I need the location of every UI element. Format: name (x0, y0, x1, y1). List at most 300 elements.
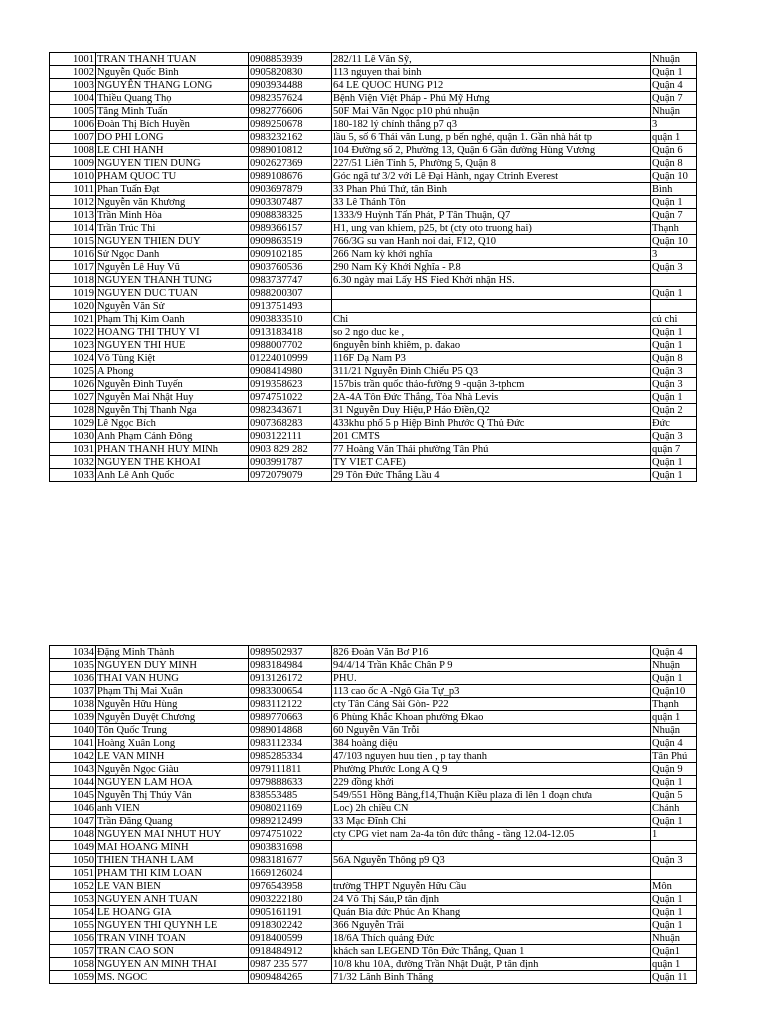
customer-name-cell: MS. NGOC (96, 971, 249, 984)
address-cell: 64 LE QUOC HUNG P12 (332, 79, 651, 92)
phone-cell: 0974751022 (249, 391, 332, 404)
record-number-cell: 1005 (50, 105, 96, 118)
district-cell: Quận 3 (651, 365, 697, 378)
record-number-cell: 1058 (50, 958, 96, 971)
customer-name-cell: Võ Tùng Kiệt (96, 352, 249, 365)
address-cell: 113 cao ốc A -Ngô Gia Tự_p3 (332, 685, 651, 698)
district-cell: Quận 3 (651, 261, 697, 274)
table-row (50, 209, 697, 222)
record-number-cell: 1050 (50, 854, 96, 867)
table-row (50, 66, 697, 79)
phone-cell: 0905820830 (249, 66, 332, 79)
district-cell: Quận 1 (651, 893, 697, 906)
customer-name-cell: Thiều Quang Thọ (96, 92, 249, 105)
table-row (50, 183, 697, 196)
table-row (50, 313, 697, 326)
phone-cell: 0983181677 (249, 854, 332, 867)
table-row (50, 685, 697, 698)
district-cell: 3 (651, 118, 697, 131)
district-cell (651, 274, 697, 287)
record-number-cell: 1027 (50, 391, 96, 404)
record-number-cell: 1016 (50, 248, 96, 261)
customer-name-cell: THIEN THANH LAM (96, 854, 249, 867)
record-number-cell: 1057 (50, 945, 96, 958)
district-cell: Quận 1 (651, 906, 697, 919)
phone-cell: 0903991787 (249, 456, 332, 469)
table-row (50, 105, 697, 118)
district-cell: 1 (651, 828, 697, 841)
table-row (50, 417, 697, 430)
table-row (50, 828, 697, 841)
customer-name-cell: Trần Trúc Thi (96, 222, 249, 235)
customer-name-cell: NGUYEN THI QUYNH LE (96, 919, 249, 932)
district-cell: quận 1 (651, 131, 697, 144)
customer-name-cell: DO PHI LONG (96, 131, 249, 144)
table-row (50, 737, 697, 750)
address-cell: 113 nguyen thai binh (332, 66, 651, 79)
table-row (50, 92, 697, 105)
address-cell: 6.30 ngày mai Lấy HS Fied Khởi nhận HS. (332, 274, 651, 287)
record-number-cell: 1042 (50, 750, 96, 763)
customer-name-cell: NGUYEN TIEN DUNG (96, 157, 249, 170)
record-number-cell: 1028 (50, 404, 96, 417)
record-number-cell: 1030 (50, 430, 96, 443)
address-cell: H1, ung van khiem, p25, bt (cty oto truong hai) (332, 222, 651, 235)
address-cell: 6 Phùng Khắc Khoan phường Đkao (332, 711, 651, 724)
record-number-cell: 1008 (50, 144, 96, 157)
district-cell: Nhuận (651, 659, 697, 672)
phone-cell: 0913183418 (249, 326, 332, 339)
record-number-cell: 1056 (50, 932, 96, 945)
district-cell: quận 1 (651, 958, 697, 971)
record-number-cell: 1011 (50, 183, 96, 196)
customer-name-cell: NGUYEN THANH TUNG (96, 274, 249, 287)
record-number-cell: 1032 (50, 456, 96, 469)
phone-cell: 0976543958 (249, 880, 332, 893)
record-number-cell: 1001 (50, 53, 96, 66)
customer-name-cell: LE VAN BIEN (96, 880, 249, 893)
district-cell: Nhuận (651, 724, 697, 737)
phone-cell: 0983112122 (249, 698, 332, 711)
record-number-cell: 1039 (50, 711, 96, 724)
address-cell: 33 Phan Phú Thứ, tân Bình (332, 183, 651, 196)
customer-name-cell: NGUYEN LAM HOA (96, 776, 249, 789)
district-cell: Quận 6 (651, 144, 697, 157)
table-row (50, 659, 697, 672)
phone-cell: 0902627369 (249, 157, 332, 170)
table-row (50, 672, 697, 685)
record-number-cell: 1004 (50, 92, 96, 105)
address-cell: Bệnh Viện Việt Pháp - Phú Mỹ Hưng (332, 92, 651, 105)
table-row (50, 118, 697, 131)
customer-name-cell: Nguyễn Quốc Bình (96, 66, 249, 79)
customer-name-cell: Sử Ngọc Danh (96, 248, 249, 261)
address-cell: 116F Dạ Nam P3 (332, 352, 651, 365)
customer-name-cell: LE VAN MINH (96, 750, 249, 763)
district-cell: Thạnh (651, 698, 697, 711)
district-cell: Quận 5 (651, 789, 697, 802)
customer-name-cell: Anh Phạm Cảnh Đông (96, 430, 249, 443)
district-cell: Quận 1 (651, 287, 697, 300)
record-number-cell: 1006 (50, 118, 96, 131)
record-number-cell: 1055 (50, 919, 96, 932)
customer-name-cell: THAI VAN HUNG (96, 672, 249, 685)
record-number-cell: 1053 (50, 893, 96, 906)
table-row (50, 53, 697, 66)
address-cell: 94/4/14 Trần Khắc Chân P 9 (332, 659, 651, 672)
phone-cell: 0903 829 282 (249, 443, 332, 456)
record-number-cell: 1018 (50, 274, 96, 287)
table-row (50, 932, 697, 945)
address-cell: 60 Nguyễn Văn Trỗi (332, 724, 651, 737)
customer-name-cell: Phạm Thị Kim Oanh (96, 313, 249, 326)
table-row (50, 339, 697, 352)
phone-cell: 0979888633 (249, 776, 332, 789)
phone-cell: 0983112334 (249, 737, 332, 750)
table-row (50, 893, 697, 906)
address-cell: 24 Võ Thị Sáu,P tân định (332, 893, 651, 906)
record-number-cell: 1022 (50, 326, 96, 339)
customer-name-cell: Trần Minh Hòa (96, 209, 249, 222)
table-row (50, 841, 697, 854)
record-number-cell: 1019 (50, 287, 96, 300)
phone-cell: 0983300654 (249, 685, 332, 698)
record-number-cell: 1015 (50, 235, 96, 248)
phone-cell: 0989014868 (249, 724, 332, 737)
record-number-cell: 1026 (50, 378, 96, 391)
phone-cell: 0988007702 (249, 339, 332, 352)
address-cell: 6nguyễn bỉnh khiêm, p. đakao (332, 339, 651, 352)
phone-cell: 0908853939 (249, 53, 332, 66)
district-cell: Quận 8 (651, 352, 697, 365)
record-number-cell: 1014 (50, 222, 96, 235)
table-row (50, 378, 697, 391)
district-cell: Quận 1 (651, 776, 697, 789)
customer-name-cell: Nguyễn Thị Thúy Vân (96, 789, 249, 802)
record-number-cell: 1041 (50, 737, 96, 750)
table-row (50, 352, 697, 365)
table-row (50, 763, 697, 776)
customer-name-cell: TRAN VINH TOAN (96, 932, 249, 945)
district-cell: Quận 3 (651, 430, 697, 443)
record-number-cell: 1051 (50, 867, 96, 880)
table-row (50, 157, 697, 170)
phone-cell: 0903122111 (249, 430, 332, 443)
record-number-cell: 1038 (50, 698, 96, 711)
district-cell: Quận 1 (651, 469, 697, 482)
record-number-cell: 1025 (50, 365, 96, 378)
phone-cell: 0903222180 (249, 893, 332, 906)
customer-name-cell: A Phong (96, 365, 249, 378)
address-cell: lầu 5, số 6 Thái văn Lung, p bến nghé, quận 1. Gần nhà hát tp (332, 131, 651, 144)
customer-name-cell: NGUYEN ANH TUAN (96, 893, 249, 906)
phone-cell: 0913751493 (249, 300, 332, 313)
phone-cell: 0972079079 (249, 469, 332, 482)
address-cell: Phường Phước Long A Q 9 (332, 763, 651, 776)
district-cell: Quận 7 (651, 209, 697, 222)
district-cell: Quận 8 (651, 157, 697, 170)
district-cell: Chánh (651, 802, 697, 815)
customer-name-cell: Phạm Thị Mai Xuân (96, 685, 249, 698)
district-cell (651, 867, 697, 880)
phone-cell: 0982357624 (249, 92, 332, 105)
record-number-cell: 1010 (50, 170, 96, 183)
record-number-cell: 1003 (50, 79, 96, 92)
record-number-cell: 1052 (50, 880, 96, 893)
district-cell: Quận 3 (651, 854, 697, 867)
address-cell: 157bis trần quốc thảo-fường 9 -quận 3-tphcm (332, 378, 651, 391)
phone-cell: 0982343671 (249, 404, 332, 417)
customer-name-cell: NGUYEN THIEN DUY (96, 235, 249, 248)
phone-cell: 0988200307 (249, 287, 332, 300)
customer-name-cell: TRAN CAO SON (96, 945, 249, 958)
phone-cell: 0983232162 (249, 131, 332, 144)
customer-name-cell: Trần Đăng Quang (96, 815, 249, 828)
customer-name-cell: LE HOANG GIA (96, 906, 249, 919)
record-number-cell: 1033 (50, 469, 96, 482)
phone-cell: 0985285334 (249, 750, 332, 763)
address-cell (332, 867, 651, 880)
customer-name-cell: PHAM THI KIM LOAN (96, 867, 249, 880)
district-cell: Bình (651, 183, 697, 196)
phone-cell: 0907368283 (249, 417, 332, 430)
address-cell: 71/32 Lãnh Binh Thăng (332, 971, 651, 984)
phone-cell: 0905161191 (249, 906, 332, 919)
record-number-cell: 1044 (50, 776, 96, 789)
address-cell: 826 Đoàn Văn Bơ P16 (332, 646, 651, 659)
district-cell: Quận1 (651, 945, 697, 958)
address-cell: 282/11 Lê Văn Sỹ, (332, 53, 651, 66)
phone-cell: 0974751022 (249, 828, 332, 841)
district-cell: Quận 1 (651, 919, 697, 932)
address-cell: 266 Nam kỳ khởi nghĩa (332, 248, 651, 261)
customer-name-cell: Nguyễn Văn Sử (96, 300, 249, 313)
district-cell: Nhuận (651, 105, 697, 118)
address-cell: 433khu phố 5 p Hiệp Bình Phước Q Thủ Đức (332, 417, 651, 430)
phone-cell: 0908838325 (249, 209, 332, 222)
table-row (50, 646, 697, 659)
district-cell: Quận 7 (651, 92, 697, 105)
phone-cell: 1669126024 (249, 867, 332, 880)
address-cell: 549/551 Hồng Bàng,f14,Thuận Kiều plaza đi lên 1 đoạn chưa (332, 789, 651, 802)
address-cell: Chi (332, 313, 651, 326)
district-cell: Quận 4 (651, 79, 697, 92)
record-number-cell: 1043 (50, 763, 96, 776)
district-cell: Đức (651, 417, 697, 430)
customer-name-cell: NGUYEN DUY MINH (96, 659, 249, 672)
customer-name-cell: Nguyễn Duyệt Chương (96, 711, 249, 724)
district-cell: Quận 1 (651, 815, 697, 828)
table-row (50, 79, 697, 92)
record-number-cell: 1059 (50, 971, 96, 984)
phone-cell: 0989250678 (249, 118, 332, 131)
contact-table-1 (49, 52, 697, 482)
phone-cell: 0989108676 (249, 170, 332, 183)
address-cell: Loc) 2h chiều CN (332, 802, 651, 815)
address-cell: TY VIET CAFE) (332, 456, 651, 469)
address-cell: 56A Nguyễn Thông p9 Q3 (332, 854, 651, 867)
district-cell: 3 (651, 248, 697, 261)
table-row (50, 789, 697, 802)
district-cell: củ chi (651, 313, 697, 326)
customer-name-cell: Hoàng Xuân Long (96, 737, 249, 750)
district-cell: Quận 1 (651, 672, 697, 685)
customer-name-cell: HOANG THI THUY VI (96, 326, 249, 339)
address-cell: 29 Tôn Đức Thắng Lầu 4 (332, 469, 651, 482)
customer-name-cell: MAI HOANG MINH (96, 841, 249, 854)
table-row (50, 300, 697, 313)
table-row (50, 274, 697, 287)
customer-name-cell: Nguyễn Mai Nhật Huy (96, 391, 249, 404)
record-number-cell: 1049 (50, 841, 96, 854)
phone-cell: 0989770663 (249, 711, 332, 724)
record-number-cell: 1029 (50, 417, 96, 430)
phone-cell: 0989212499 (249, 815, 332, 828)
customer-name-cell: PHAM QUOC TU (96, 170, 249, 183)
table-row (50, 880, 697, 893)
record-number-cell: 1036 (50, 672, 96, 685)
address-cell: 180-182 lý chính thắng p7 q3 (332, 118, 651, 131)
address-cell: 31 Nguyễn Duy Hiệu,P Hảo Điền,Q2 (332, 404, 651, 417)
customer-name-cell: Đoàn Thị Bích Huyền (96, 118, 249, 131)
record-number-cell: 1012 (50, 196, 96, 209)
customer-name-cell: Nguyễn Ngọc Giàu (96, 763, 249, 776)
customer-name-cell: NGUYEN DUC TUAN (96, 287, 249, 300)
district-cell: Quận10 (651, 685, 697, 698)
table-row (50, 391, 697, 404)
phone-cell: 0903307487 (249, 196, 332, 209)
district-cell (651, 300, 697, 313)
district-cell: Quận 1 (651, 196, 697, 209)
address-cell: 366 Nguyễn Trãi (332, 919, 651, 932)
address-cell: 229 đồng khởi (332, 776, 651, 789)
table-row (50, 776, 697, 789)
customer-name-cell: Đặng Minh Thành (96, 646, 249, 659)
phone-cell: 0908414980 (249, 365, 332, 378)
address-cell: 1333/9 Huỳnh Tấn Phát, P Tân Thuận, Q7 (332, 209, 651, 222)
table-row (50, 248, 697, 261)
customer-name-cell: Anh Lê Anh Quốc (96, 469, 249, 482)
phone-cell: 0909863519 (249, 235, 332, 248)
record-number-cell: 1047 (50, 815, 96, 828)
table-row (50, 469, 697, 482)
table-row (50, 326, 697, 339)
table-row (50, 196, 697, 209)
phone-cell: 0908021169 (249, 802, 332, 815)
address-cell: 33 Lê Thánh Tôn (332, 196, 651, 209)
customer-name-cell: Nguyễn Hữu Hùng (96, 698, 249, 711)
table-row (50, 698, 697, 711)
customer-name-cell: NGUYEN THI HUE (96, 339, 249, 352)
phone-cell: 0989010812 (249, 144, 332, 157)
address-cell: 10/8 khu 10A, đường Trần Nhật Duật, P tân định (332, 958, 651, 971)
address-cell (332, 287, 651, 300)
address-cell: PHU. (332, 672, 651, 685)
phone-cell: 0918302242 (249, 919, 332, 932)
address-cell: 227/51 Liên Tỉnh 5, Phường 5, Quận 8 (332, 157, 651, 170)
district-cell: Quận 2 (651, 404, 697, 417)
customer-name-cell: NGUYEN THE KHOAI (96, 456, 249, 469)
phone-cell: 0909484265 (249, 971, 332, 984)
address-cell (332, 841, 651, 854)
table-row (50, 170, 697, 183)
table-row (50, 235, 697, 248)
district-cell: Quận 10 (651, 170, 697, 183)
table-row (50, 430, 697, 443)
address-cell (332, 300, 651, 313)
record-number-cell: 1023 (50, 339, 96, 352)
customer-name-cell: Nguyễn Lê Huy Vũ (96, 261, 249, 274)
table-row (50, 365, 697, 378)
district-cell (651, 841, 697, 854)
phone-cell: 0918400599 (249, 932, 332, 945)
address-cell: 766/3G su van Hanh noi dai, F12, Q10 (332, 235, 651, 248)
phone-cell: 0903697879 (249, 183, 332, 196)
table-row (50, 144, 697, 157)
record-number-cell: 1048 (50, 828, 96, 841)
address-cell: 77 Hoàng Văn Thái phường Tân Phú (332, 443, 651, 456)
record-number-cell: 1013 (50, 209, 96, 222)
phone-cell: 0989502937 (249, 646, 332, 659)
record-number-cell: 1035 (50, 659, 96, 672)
customer-name-cell: NGUYEN MAI NHUT HUY (96, 828, 249, 841)
phone-cell: 0919358623 (249, 378, 332, 391)
district-cell: Quận 1 (651, 339, 697, 352)
table-row (50, 131, 697, 144)
address-cell: cty Tân Cảng Sài Gòn- P22 (332, 698, 651, 711)
phone-cell: 0918484912 (249, 945, 332, 958)
address-cell: 33 Mạc Đĩnh Chi (332, 815, 651, 828)
record-number-cell: 1037 (50, 685, 96, 698)
district-cell: Tân Phú (651, 750, 697, 763)
district-cell: Quận 1 (651, 391, 697, 404)
address-cell: khách san LEGEND Tôn Đức Thắng, Quan 1 (332, 945, 651, 958)
address-cell: 104 Đường số 2, Phường 13, Quận 6 Gần đường Hùng Vương (332, 144, 651, 157)
record-number-cell: 1046 (50, 802, 96, 815)
address-cell: cty CPG viet nam 2a-4a tôn đức thắng - tầng 12.04-12.05 (332, 828, 651, 841)
record-number-cell: 1034 (50, 646, 96, 659)
district-cell: Nhuận (651, 932, 697, 945)
phone-cell: 0983184984 (249, 659, 332, 672)
district-cell: Quận 10 (651, 235, 697, 248)
record-number-cell: 1024 (50, 352, 96, 365)
customer-name-cell: anh VIEN (96, 802, 249, 815)
phone-cell: 01224010999 (249, 352, 332, 365)
table-row (50, 261, 697, 274)
phone-cell: 0913126172 (249, 672, 332, 685)
district-cell: Quận 11 (651, 971, 697, 984)
table-row (50, 443, 697, 456)
address-cell: 201 CMTS (332, 430, 651, 443)
customer-name-cell: Lê Ngọc Bích (96, 417, 249, 430)
customer-name-cell: Phan Tuấn Đạt (96, 183, 249, 196)
customer-name-cell: LE CHI HANH (96, 144, 249, 157)
phone-cell: 838553485 (249, 789, 332, 802)
phone-cell: 0903833510 (249, 313, 332, 326)
address-cell: Quán Bia đức Phúc An Khang (332, 906, 651, 919)
record-number-cell: 1045 (50, 789, 96, 802)
record-number-cell: 1009 (50, 157, 96, 170)
table-row (50, 724, 697, 737)
address-cell: Góc ngã tư 3/2 với Lê Đại Hành, ngay Ctrinh Everest (332, 170, 651, 183)
record-number-cell: 1007 (50, 131, 96, 144)
phone-cell: 0982776606 (249, 105, 332, 118)
table-row (50, 711, 697, 724)
district-cell: Quận 3 (651, 378, 697, 391)
phone-cell: 0903831698 (249, 841, 332, 854)
phone-cell: 0903760536 (249, 261, 332, 274)
customer-name-cell: Tăng Minh Tuấn (96, 105, 249, 118)
